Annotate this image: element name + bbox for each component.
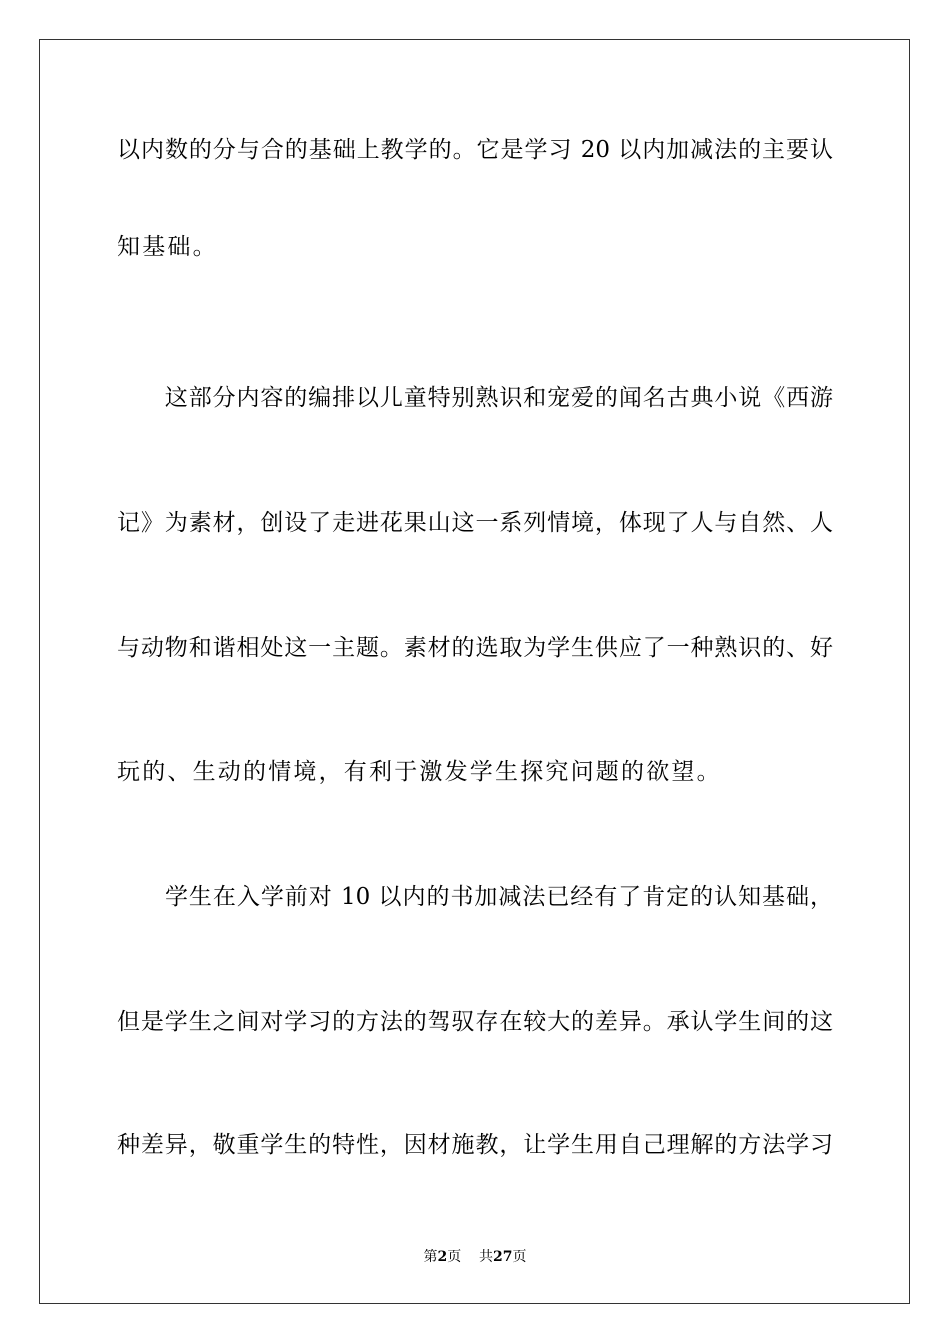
- footer-page-suffix: 页: [447, 1249, 462, 1265]
- footer-total-suffix: 页: [512, 1249, 527, 1265]
- text-line-6: 玩的、生动的情境，有利于激发学生探究问题的欲望。: [117, 759, 722, 785]
- text-line-9: 种差异，敬重学生的特性，因材施教，让学生用自己理解的方法学习: [117, 1132, 833, 1158]
- footer-total-pages: 27: [493, 1249, 513, 1265]
- text-line-1: 以内数的分与合的基础上教学的。它是学习 20 以内加减法的主要认: [117, 137, 833, 163]
- footer-page-number: 2: [437, 1249, 448, 1265]
- footer-page-prefix: 第: [423, 1249, 438, 1265]
- text-line-4: 记》为素材，创设了走进花果山这一系列情境，体现了人与自然、人: [117, 510, 833, 536]
- page-border: [39, 39, 910, 1304]
- text-line-8: 但是学生之间对学习的方法的驾驭存在较大的差异。承认学生间的这: [117, 1009, 833, 1035]
- text-line-5: 与动物和谐相处这一主题。素材的选取为学生供应了一种熟识的、好: [117, 635, 833, 661]
- footer-total-prefix: 共: [479, 1249, 494, 1265]
- text-line-3: 这部分内容的编排以儿童特别熟识和宠爱的闻名古典小说《西游: [117, 385, 833, 411]
- page-footer: [0, 1248, 950, 1266]
- text-line-7: 学生在入学前对 10 以内的书加减法已经有了肯定的认知基础，: [117, 884, 833, 910]
- text-line-2: 知基础。: [117, 234, 218, 260]
